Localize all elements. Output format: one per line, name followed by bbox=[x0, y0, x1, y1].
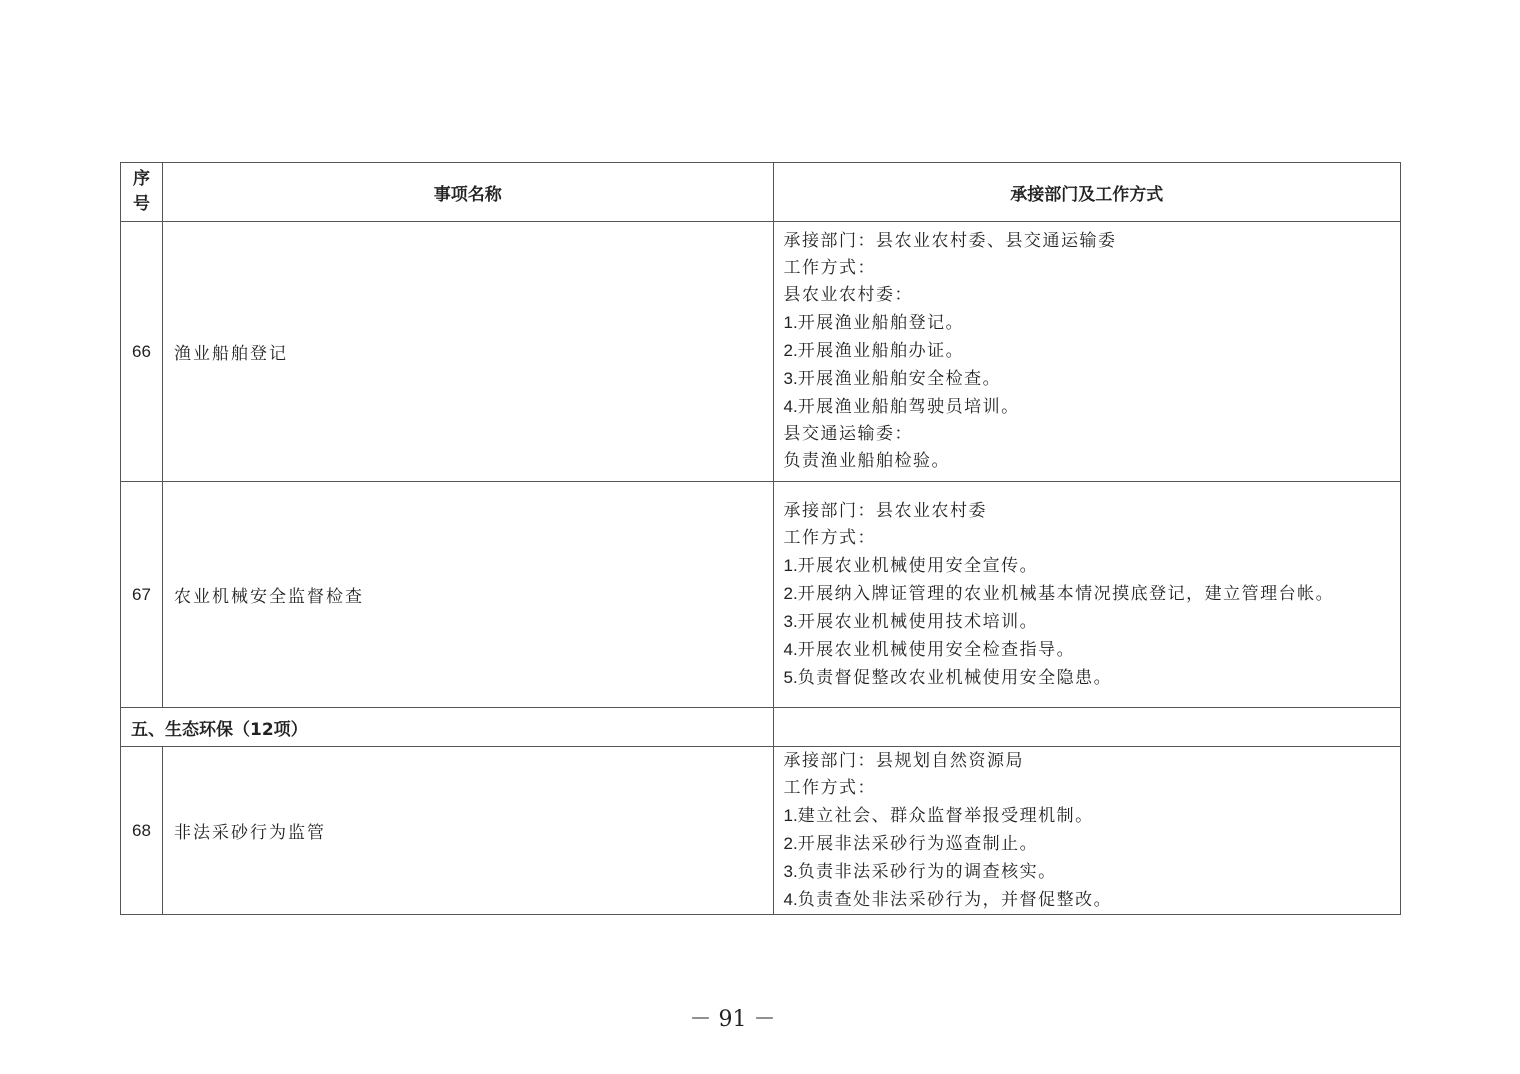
header-item-name: 事项名称 bbox=[163, 163, 773, 222]
dept-line: 承接部门：县农业农村委、县交通运输委 bbox=[783, 231, 1117, 251]
section-empty-cell bbox=[773, 708, 1401, 747]
table-row bbox=[121, 482, 1401, 708]
row-item-name: 非法采砂行为监管 bbox=[163, 747, 773, 915]
row-department-method bbox=[773, 747, 1401, 915]
row-serial-number: 66 bbox=[121, 222, 163, 482]
items-table bbox=[120, 162, 1401, 915]
dept-line: 2.开展非法采砂行为巡查制止。 bbox=[783, 834, 1039, 854]
header-serial-number bbox=[121, 163, 163, 222]
row-item-name: 渔业船舶登记 bbox=[163, 222, 773, 482]
table-row bbox=[121, 222, 1401, 482]
dept-line: 县农业农村委： bbox=[783, 285, 913, 305]
dept-line: 3.开展渔业船舶安全检查。 bbox=[783, 369, 1002, 389]
dept-line: 工作方式： bbox=[783, 258, 876, 278]
table-header-row bbox=[121, 163, 1401, 222]
row-serial-number: 68 bbox=[121, 747, 163, 915]
dept-line: 1.开展渔业船舶登记。 bbox=[783, 313, 965, 333]
dept-line: 承接部门：县规划自然资源局 bbox=[783, 751, 1024, 771]
row-department-method bbox=[773, 222, 1401, 482]
row-department-method bbox=[773, 482, 1401, 708]
dept-line: 5.负责督促整改农业机械使用安全隐患。 bbox=[783, 667, 1113, 688]
header-department-method: 承接部门及工作方式 bbox=[773, 163, 1401, 222]
dept-line: 2.开展纳入牌证管理的农业机械基本情况摸底登记，建立管理台帐。 bbox=[783, 583, 1335, 604]
dept-line: 工作方式： bbox=[783, 527, 876, 548]
dept-line: 2.开展渔业船舶办证。 bbox=[783, 341, 965, 361]
section-title: 五、生态环保（12项） bbox=[121, 708, 774, 747]
dept-line: 负责渔业船舶检验。 bbox=[783, 451, 950, 471]
dept-line: 县交通运输委： bbox=[783, 424, 913, 444]
dept-line: 工作方式： bbox=[783, 778, 876, 798]
section-header-row bbox=[121, 708, 1401, 747]
dept-line: 4.开展渔业船舶驾驶员培训。 bbox=[783, 397, 1020, 417]
dept-line: 4.开展农业机械使用安全检查指导。 bbox=[783, 639, 1076, 660]
dept-line: 4.负责查处非法采砂行为，并督促整改。 bbox=[783, 890, 1113, 910]
dept-line: 3.负责非法采砂行为的调查核实。 bbox=[783, 862, 1057, 882]
header-serial-char-1: 序 bbox=[133, 169, 151, 189]
page-number: － 91 － bbox=[689, 1007, 776, 1032]
row-item-name: 农业机械安全监督检查 bbox=[163, 482, 773, 708]
dept-line: 1.开展农业机械使用安全宣传。 bbox=[783, 555, 1039, 576]
dept-line: 3.开展农业机械使用技术培训。 bbox=[783, 611, 1039, 632]
header-serial-char-2: 号 bbox=[133, 194, 151, 214]
table-row bbox=[121, 747, 1401, 915]
dept-line: 承接部门：县农业农村委 bbox=[783, 500, 987, 521]
dept-line: 1.建立社会、群众监督举报受理机制。 bbox=[783, 806, 1094, 826]
row-serial-number: 67 bbox=[121, 482, 163, 708]
